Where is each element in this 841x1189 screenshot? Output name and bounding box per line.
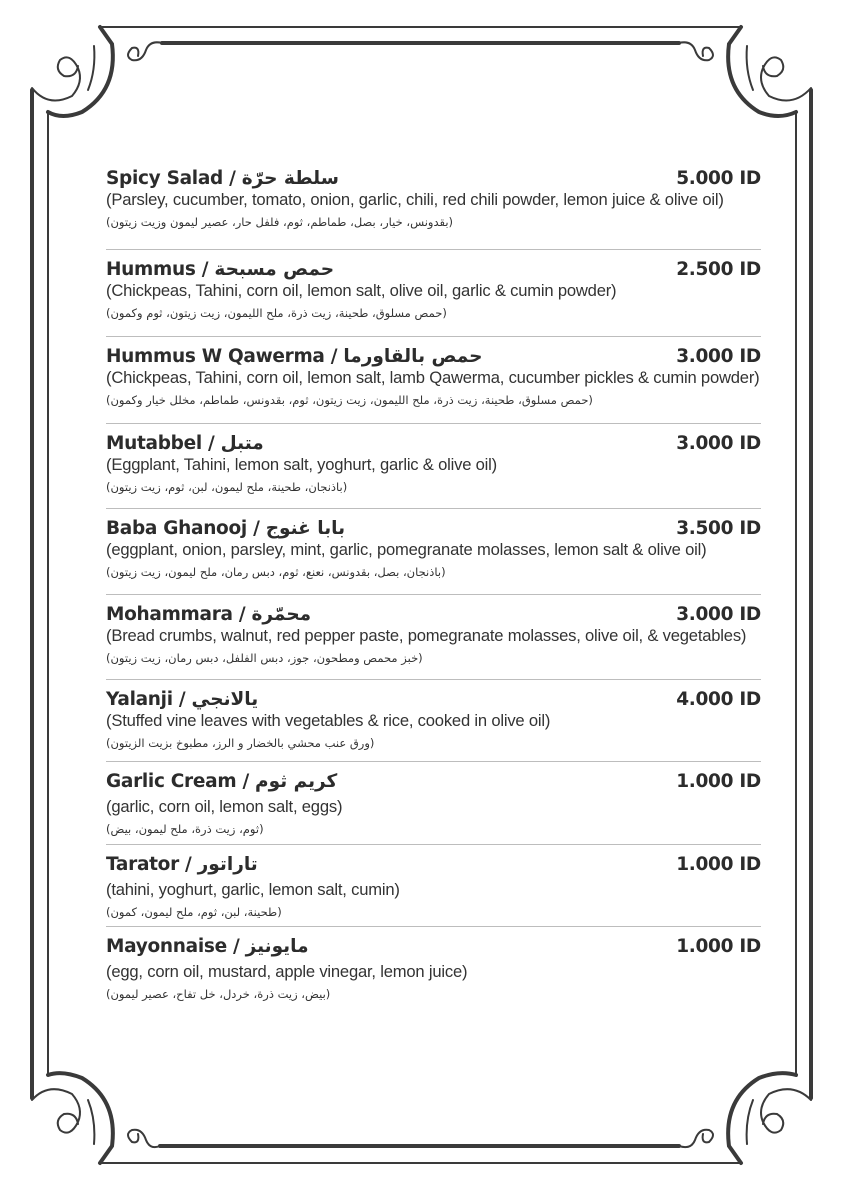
menu-item [106,337,761,424]
menu-item-price: 1.000 ID [676,854,761,875]
menu-item-price: 3.000 ID [676,433,761,454]
menu-item-description-en: (Stuffed vine leaves with vegetables & rice, cooked in olive oil) [106,711,551,730]
menu-item-price: 2.500 ID [676,259,761,280]
menu-item-title [106,771,337,792]
menu-item-name-separator: / [172,689,192,710]
menu-item-title [106,168,339,189]
menu-item [106,509,761,595]
menu-item-name-separator: / [324,346,344,367]
menu-item-title-row [106,936,761,957]
menu-item-description-en: (tahini, yoghurt, garlic, lemon salt, cumin) [106,880,400,899]
menu-item-description-ar: (ورق عنب محشي بالخضار و الرز، مطبوخ بزيت الزيتون) [106,736,375,750]
menu-item-name-ar: متبل [220,433,264,454]
menu-item-title [106,689,258,710]
menu-item-name-ar: حمص مسبحة [214,259,335,280]
menu-item-price: 3.500 ID [676,518,761,539]
menu-item-description-en: (Chickpeas, Tahini, corn oil, lemon salt, lamb Qawerma, cucumber pickles & cumin powder) [106,368,760,387]
menu-item-description-ar-wrap [106,817,761,838]
menu-item-name-en: Hummus [106,259,196,280]
menu-item [106,680,761,762]
menu-item-title-row [106,604,761,625]
menu-item-name-en: Yalanji [106,689,173,710]
menu-item-description-ar: (ثوم، زيت ذرة، ملح ليمون، بيض) [106,822,264,836]
menu-item-description-ar-wrap [106,982,761,1003]
menu-item-description-ar: (باذنجان، بصل، بقدونس، نعنع، ثوم، دبس رمان، ملح ليمون، زيت زيتون) [106,565,446,579]
menu-item-price: 5.000 ID [676,168,761,189]
menu-item-price: 1.000 ID [676,936,761,957]
menu-item-name-ar: محمّرة [251,604,312,625]
menu-item-description-en: (Parsley, cucumber, tomato, onion, garlic, chili, red chili powder, lemon juice & olive oil) [106,190,724,209]
menu-item-price: 4.000 ID [676,689,761,710]
menu-item-title-row [106,168,761,189]
menu-item-description-ar-wrap [106,731,761,752]
menu-item-name-en: Tarator [106,854,179,875]
menu-item-title-row [106,346,761,367]
corner-ornament-bottom-right [679,1073,811,1163]
menu-item-description-ar: (بقدونس، خيار، بصل، طماطم، ثوم، فلفل حار، عصير ليمون وزيت زيتون) [106,215,454,229]
menu-item-name-separator: / [178,854,198,875]
menu-item-description-ar-wrap [106,388,761,409]
menu-item-description-en: (garlic, corn oil, lemon salt, eggs) [106,797,343,816]
menu-item-description-ar: (حمص مسلوق، طحينة، زيت ذرة، ملح الليمون، زيت زيتون، ثوم وكمون) [106,306,447,320]
corner-ornament-top-left [32,27,162,116]
menu-item-description-en: (Eggplant, Tahini, lemon salt, yoghurt, garlic & olive oil) [106,455,497,474]
menu-item-description-en: (Bread crumbs, walnut, red pepper paste, pomegranate molasses, olive oil, & vegetables) [106,626,747,645]
menu-item-description-ar: (باذنجان، طحينة، ملح ليمون، لبن، ثوم، زيت زيتون) [106,480,348,494]
menu-item-title [106,854,258,875]
menu-item-description-ar-wrap [106,560,761,581]
menu-item-name-en: Hummus W Qawerma [106,346,325,367]
menu-item-description-ar: (خبز محمص ومطحون، جوز، دبس الفلفل، دبس رمان، زيت زيتون) [106,651,423,665]
menu-item-price: 1.000 ID [676,771,761,792]
menu-item-name-separator: / [236,771,256,792]
menu-item-name-en: Mutabbel [106,433,202,454]
menu-item-title [106,518,345,539]
menu-item-title-row [106,771,761,792]
menu-item-name-en: Spicy Salad [106,168,223,189]
menu-item-price: 3.000 ID [676,346,761,367]
menu-item-title-row [106,259,761,280]
menu-item [106,927,761,1007]
menu-item-description-ar-wrap [106,646,761,667]
menu-item [106,250,761,337]
menu-item-name-separator: / [246,518,266,539]
menu-item [106,845,761,927]
menu-item-description-en: (egg, corn oil, mustard, apple vinegar, lemon juice) [106,962,468,981]
menu-item [106,762,761,845]
menu-item-name-separator: / [232,604,252,625]
menu-item-title-row [106,854,761,875]
corner-ornament-bottom-left [32,1073,160,1163]
menu-item-title [106,433,264,454]
menu-item-title [106,346,482,367]
menu-item-name-separator: / [222,168,242,189]
menu-item [106,424,761,509]
menu-item-name-ar: كريم ثوم [255,771,338,792]
menu-item-description-ar-wrap [106,301,761,322]
menu-item-description-ar-wrap [106,900,761,921]
menu-list [106,168,761,1007]
menu-item-name-ar: حمص بالقاورما [343,346,483,367]
menu-item-title [106,604,311,625]
menu-item [106,168,761,250]
menu-item-title-row [106,433,761,454]
menu-item-name-ar: سلطة حرّة [241,168,339,189]
menu-item [106,595,761,680]
menu-item-title [106,936,309,957]
menu-item-name-separator: / [195,259,215,280]
menu-item-title-row [106,689,761,710]
menu-item-name-ar: مايونيز [245,936,309,957]
menu-item-description-en: (Chickpeas, Tahini, corn oil, lemon salt, olive oil, garlic & cumin powder) [106,281,617,300]
menu-item-name-en: Baba Ghanooj [106,518,247,539]
menu-item-name-ar: تاراتور [197,854,258,875]
menu-item-description-ar: (بيض، زيت ذرة، خردل، خل تفاح، عصير ليمون) [106,987,331,1001]
menu-item-description-ar: (حمص مسلوق، طحينة، زيت ذرة، ملح الليمون، زيت زيتون، ثوم، بقدونس، طماطم، مخلل خيار وكمون) [106,393,593,407]
menu-item-name-separator: / [201,433,221,454]
menu-item-name-en: Garlic Cream [106,771,237,792]
menu-item-description-ar-wrap [106,475,761,496]
menu-item-name-en: Mohammara [106,604,233,625]
menu-item-description-ar-wrap [106,210,761,231]
menu-item-name-ar: يالانجي [191,689,259,710]
menu-item-description-ar: (طحينة، لبن، ثوم، ملح ليمون، كمون) [106,905,282,919]
menu-item-price: 3.000 ID [676,604,761,625]
menu-item-title-row [106,518,761,539]
menu-item-name-separator: / [226,936,246,957]
menu-item-name-en: Mayonnaise [106,936,227,957]
menu-item-description-en: (eggplant, onion, parsley, mint, garlic, pomegranate molasses, lemon salt & olive oil) [106,540,707,559]
corner-ornament-top-right [679,27,811,116]
menu-item-title [106,259,334,280]
menu-item-name-ar: بابا غنوج [265,518,346,539]
